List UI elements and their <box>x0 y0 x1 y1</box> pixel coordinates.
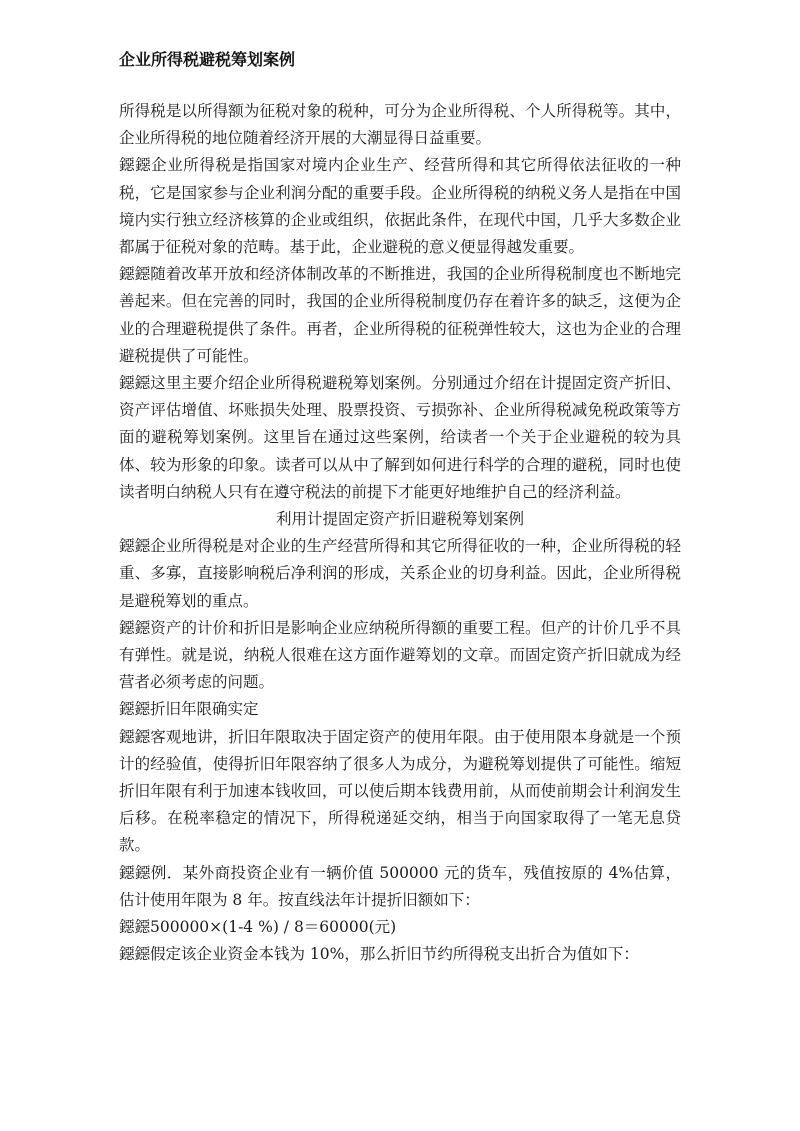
paragraph-assumption: 鐚鐚假定该企业资金本钱为 10%，那么折旧节约所得税支出折合为值如下： <box>119 945 639 964</box>
paragraph-depreciation-years: 鐚鐚客观地讲，折旧年限取决于固定资产的使用年限。由于使用限本身就是一个预计的经验值，使得折旧年限容纳了很多人为成分，为避税筹划提供了可能性。缩短折旧年限有利于加速本钱收回，可以使后期本钱费用前，从而使前期会计利润发生后移。在税率稳定的情况下，所得税递延交纳，相当于向国家取得了一笔无息贷款。 <box>119 727 681 855</box>
paragraph-example: 鐚鐚例．某外商投资企业有一辆价值 500000 元的货车，残值按原的 4%估算，估计使用年限为 8 年。按直线法年计提折旧额如下： <box>119 863 681 909</box>
paragraph-formula: 鐚鐚500000×(1-4 %) / 8＝60000(元) <box>119 918 397 937</box>
section-heading: 利用计提固定资产折旧避税筹划案例 <box>275 510 524 529</box>
paragraph-subheading: 鐚鐚折旧年限确实定 <box>119 700 259 719</box>
paragraph-overview: 鐚鐚这里主要介绍企业所得税避税筹划案例。分别通过介绍在计提固定资产折旧、资产评估增值、坏账损失处理、股票投资、亏损弥补、企业所得税减免税政策等方面的避税筹划案例。这里旨在通过这些案例，给读者一个关于企业避税的较为具体、较为形象的印象。读者可以从中了解到如何进行科学的合理的避税，同时也使读者明白纳税人只有在遵守税法的前提下才能更好地维护自己的经济利益。 <box>119 374 681 501</box>
paragraph-tax-importance: 鐚鐚企业所得税是对企业的生产经营所得和其它所得征收的一种，企业所得税的轻重、多寡，直接影响税后净利润的形成，关系企业的切身利益。因此，企业所得税是避税筹划的重点。 <box>119 537 681 610</box>
document-title: 企业所得税避税筹划案例 <box>119 50 296 69</box>
paragraph-asset-valuation: 鐚鐚资产的计价和折旧是影响企业应纳税所得额的重要工程。但产的计价几乎不具有弹性。就是说，纳税人很难在这方面作避筹划的文章。而固定资产折旧就成为经营者必须考虑的问题。 <box>119 618 681 692</box>
paragraph-intro: 所得税是以所得额为征税对象的税种，可分为企业所得税、个人所得税等。其中，企业所得税的地位随着经济开展的大潮显得日益重要。 <box>119 102 681 148</box>
paragraph-reform: 鐚鐚随着改革开放和经济体制改革的不断推进，我国的企业所得税制度也不断地完善起来。但在完善的同时，我国的企业所得税制度仍存在着许多的缺乏，这便为企业的合理避税提供了条件。再者，企业所得税的征税弹性较大，这也为企业的合理避税提供了可能性。 <box>119 265 681 365</box>
paragraph-definition: 鐚鐚企业所得税是指国家对境内企业生产、经营所得和其它所得依法征收的一种税，它是国家参与企业利润分配的重要手段。企业所得税的纳税义务人是指在中国境内实行独立经济核算的企业或组织，依据此条件，在现代中国，几乎大多数企业都属于征税对象的范畴。基于此，企业避税的意义便显得越发重要。 <box>119 156 681 257</box>
document-body <box>119 98 681 969</box>
